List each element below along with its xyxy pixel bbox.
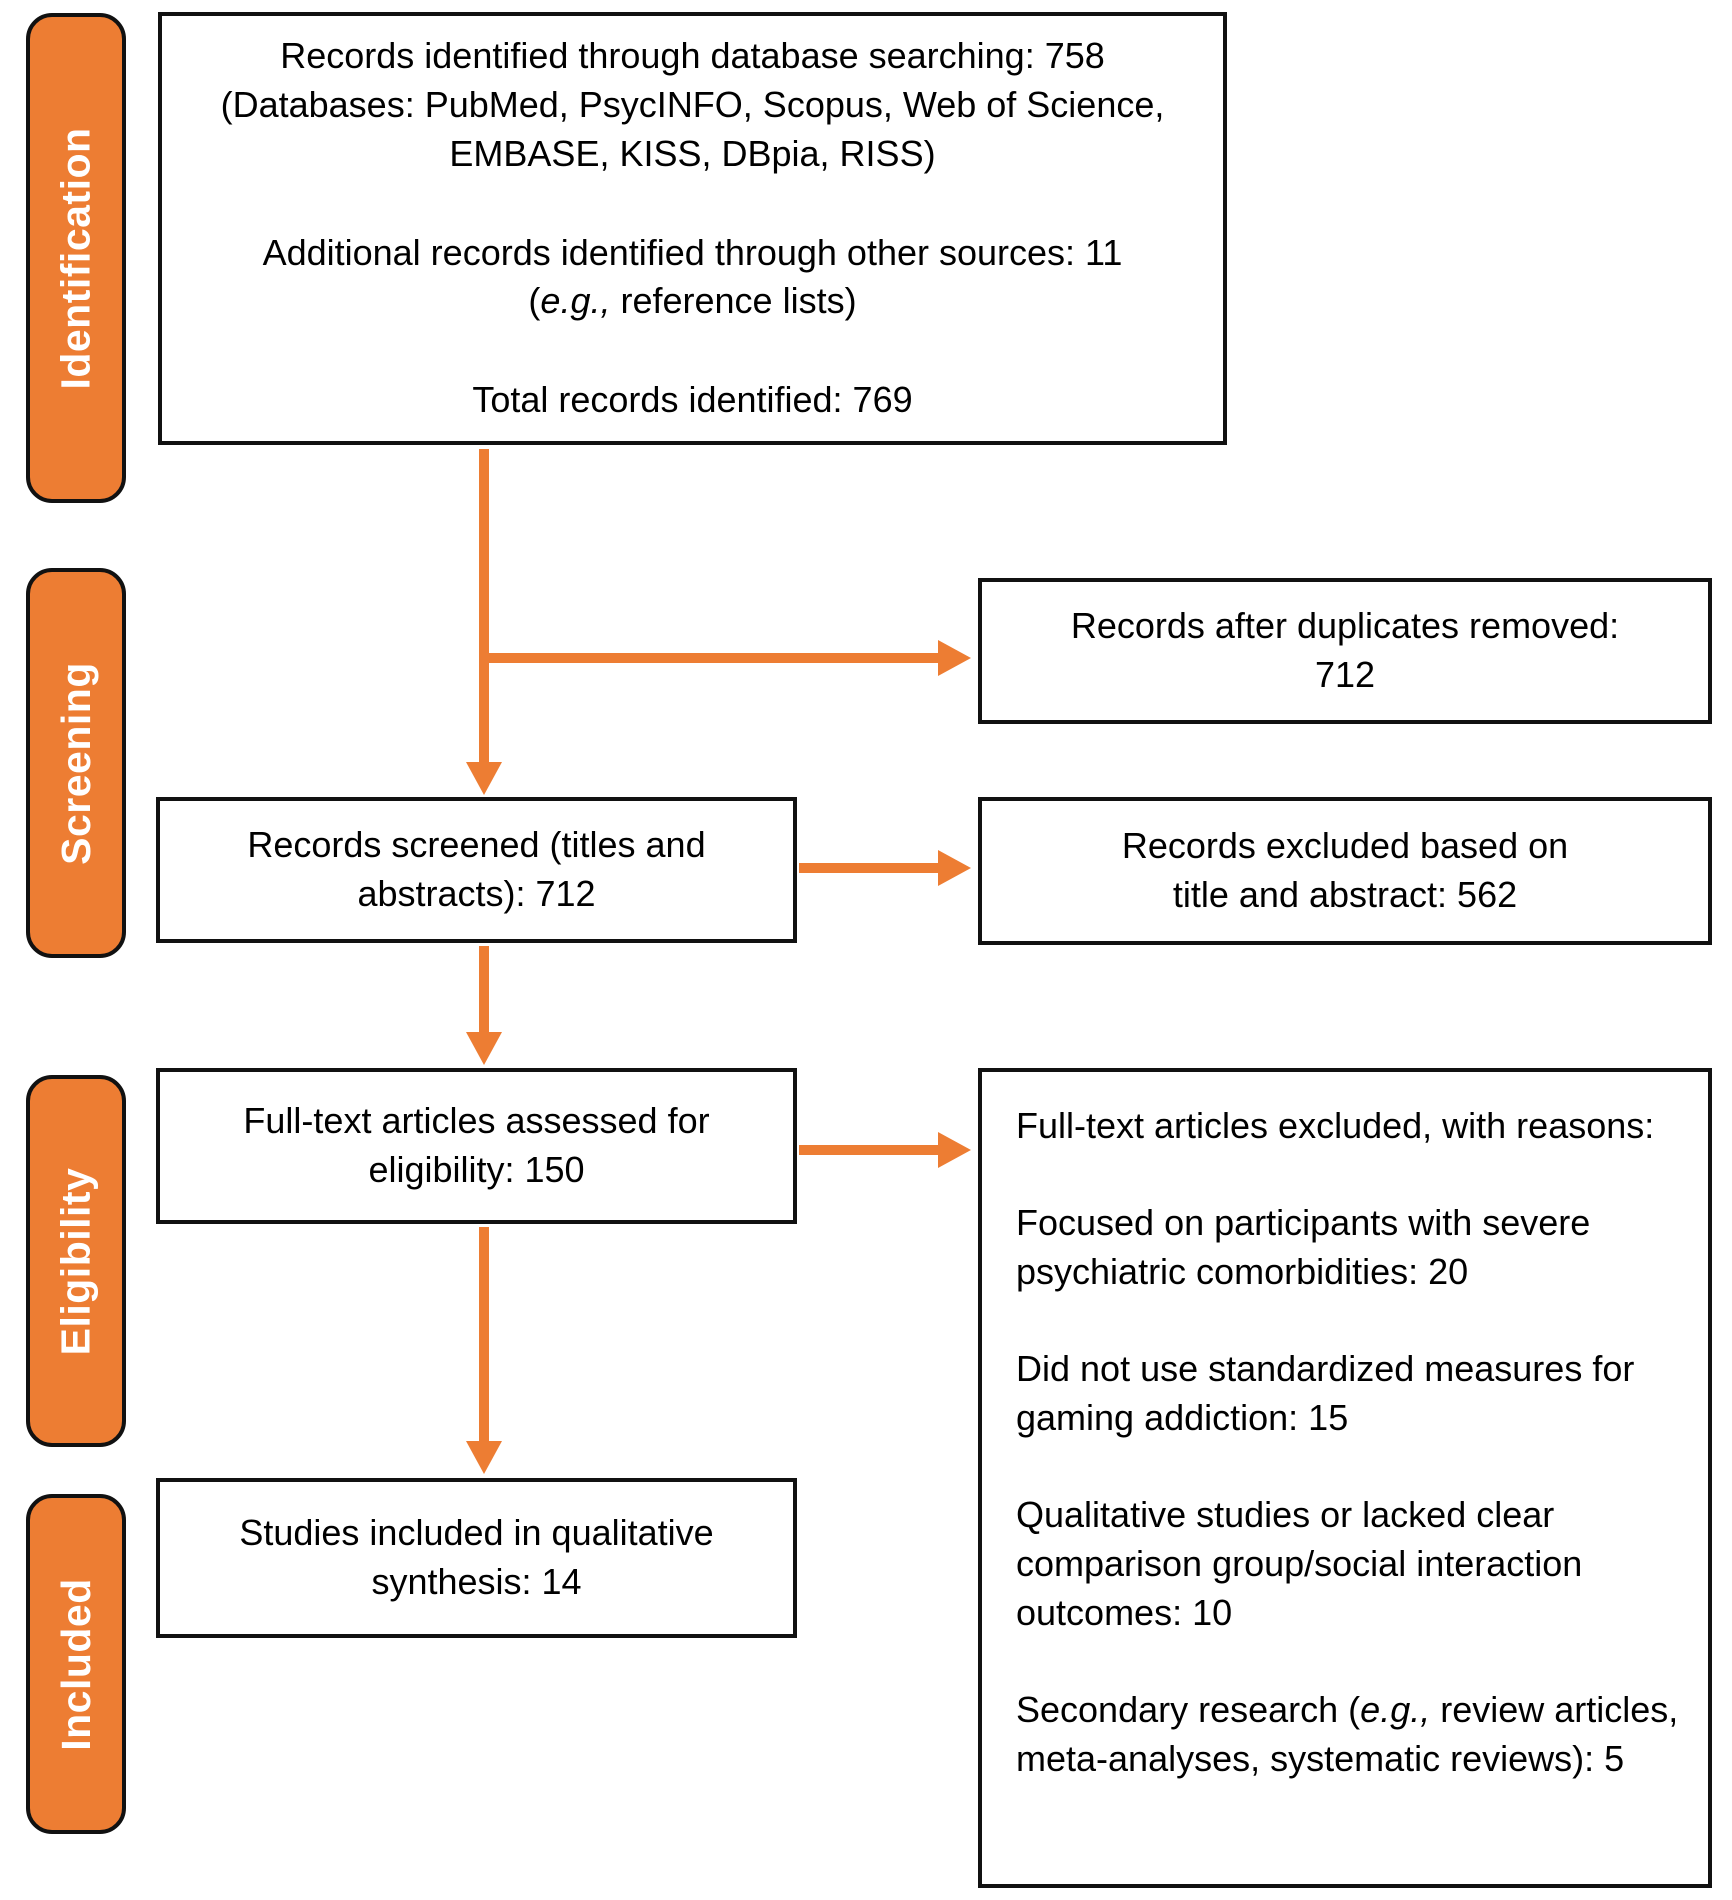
records-screened-box [156,797,797,943]
arrow-screened-to-fulltext-head [466,1032,502,1065]
reason-psychiatric-comorbidities: Focused on participants with severe psychiatric comorbidities: 20 [1016,1201,1591,1292]
studies-included-line2: synthesis: 14 [371,1561,582,1602]
db-search-line: Records identified through database searching: 758 [280,34,1105,76]
arrow-screened-to-excluded-head [938,850,971,886]
records-excluded-line2: title and abstract: 562 [1172,874,1518,915]
duplicates-removed-count: 712 [1314,654,1376,695]
arrow-branch-to-duplicates-head [938,640,971,676]
fulltext-assessed-box [156,1068,797,1224]
stage-label-screening: Screening [52,661,99,865]
records-screened-line1: Records screened (titles and [247,824,706,866]
reason-secondary-research: Secondary research (e.g., review articles, meta-analyses, systematic reviews): 5 [1016,1688,1679,1779]
arrow-fulltext-to-reasons-head [938,1132,971,1168]
db-list-line1: (Databases: PubMed, PsycINFO, Scopus, Web of Science, [220,83,1165,125]
reason-qualitative-no-comparison: Qualitative studies or lacked clear comparison group/social interaction outcomes: 10 [1016,1493,1583,1633]
duplicates-removed-label: Records after duplicates removed: [1070,605,1620,647]
stage-band-included [26,1494,126,1834]
stage-band-screening [26,568,126,958]
eg-italic: e.g., [540,280,611,322]
total-records-line: Total records identified: 769 [472,379,913,421]
records-screened-line2: abstracts): 712 [357,873,596,914]
studies-included-line1: Studies included in qualitative [239,1512,714,1554]
additional-records-example-line: (e.g., reference lists) [528,280,857,322]
identification-records-box [158,12,1227,445]
fulltext-excluded-reasons-box [978,1068,1712,1888]
duplicates-removed-box [978,578,1712,724]
stage-label-eligibility: Eligibility [52,1167,99,1355]
records-excluded-box [978,797,1712,945]
reasons-title: Full-text articles excluded, with reasons: [1016,1105,1655,1146]
arrow-fulltext-to-reasons-shaft [799,1145,940,1155]
reason-no-standardized-measures: Did not use standardized measures for gaming addiction: 15 [1016,1347,1635,1438]
arrow-screened-to-fulltext-shaft [479,946,489,1034]
additional-records-line: Additional records identified through other sources: 11 [262,231,1123,273]
records-excluded-line1: Records excluded based on [1121,825,1569,867]
stage-band-identification [26,13,126,503]
arrow-branch-to-duplicates-shaft [479,653,940,663]
eg-italic: e.g., [1360,1688,1431,1730]
fulltext-assessed-line1: Full-text articles assessed for [243,1100,710,1142]
stage-band-eligibility [26,1075,126,1447]
stage-label-identification: Identification [52,126,99,390]
stage-label-included: Included [52,1577,99,1751]
arrow-fulltext-to-included-shaft [479,1227,489,1443]
arrow-fulltext-to-included-head [466,1441,502,1474]
arrow-identification-to-screened-head [466,762,502,795]
studies-included-box [156,1478,797,1638]
db-list-line2: EMBASE, KISS, DBpia, RISS) [449,132,936,174]
arrow-identification-to-screened-shaft [479,449,489,764]
fulltext-assessed-line2: eligibility: 150 [368,1149,585,1190]
arrow-screened-to-excluded-shaft [799,863,940,873]
